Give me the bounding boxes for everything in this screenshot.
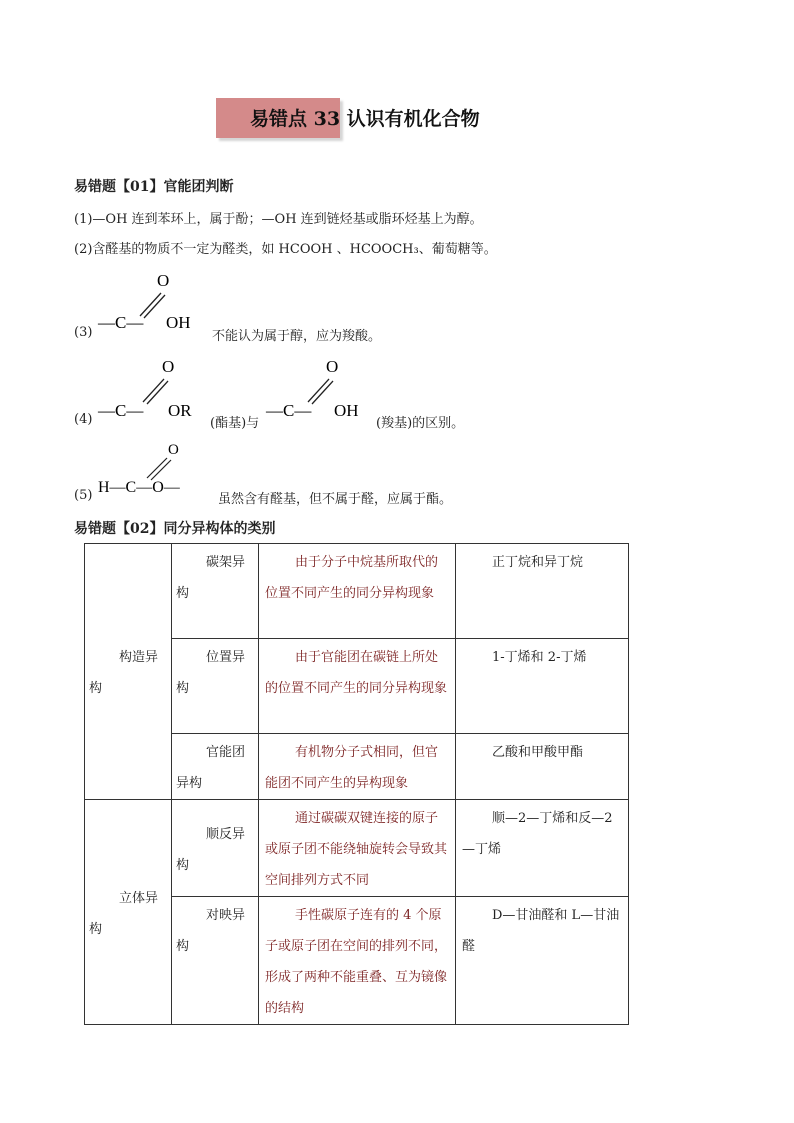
isomer-desc: 由于分子中烷基所取代的位置不同产生的同分异构现象 [259,544,456,639]
item5-text: 虽然含有醛基，但不属于醛，应属于酯。 [218,492,453,507]
group-label: 构造异构 [85,544,172,800]
item5-number: (5) [74,488,93,503]
formula-chain: H—C—O— [98,479,180,496]
isomer-desc: 由于官能团在碳链上所处的位置不同产生的同分异构现象 [259,639,456,734]
formula-tail: OH [166,313,191,332]
item1-text: (1)—OH 连到苯环上，属于酚；—OH 连到链烃基或脂环烃基上为醇。 [74,212,483,227]
isomer-example: 正丁烷和异丁烷 [456,544,629,639]
formula-chain: —C— [266,401,312,420]
formula-o: O [168,442,179,458]
formula-tail: OR [168,401,192,420]
isomer-example: D—甘油醛和 L—甘油醛 [456,897,629,1025]
item3-text: 不能认为属于醇，应为羧酸。 [212,329,382,344]
item4-text2: (羧基)的区别。 [376,416,465,431]
item4-text1: (酯基)与 [210,416,260,431]
isomer-desc: 手性碳原子连有的 4 个原子或原子团在空间的排列不同，形成了两种不能重叠、互为镜像的结构 [259,897,456,1025]
formula-o: O [162,357,175,376]
carboxyl-formula-2 [264,352,380,424]
isomer-type: 碳架异构 [172,544,259,639]
isomer-type: 官能团异构 [172,734,259,800]
table-row [85,544,629,639]
ester-formula [96,352,212,424]
item4-number: (4) [74,412,93,427]
formula-chain: —C— [98,313,144,332]
section2-heading: 易错题【02】同分异构体的类别 [74,521,276,537]
formula-o: O [157,271,170,290]
carboxyl-formula-1 [96,266,212,338]
group-label: 立体异构 [85,800,172,1025]
item2-text: (2)含醛基的物质不一定为醛类，如 HCOOH 、HCOOCH₃、葡萄糖等。 [74,242,497,257]
formula-chain: —C— [98,401,144,420]
isomer-type: 位置异构 [172,639,259,734]
isomer-example: 乙酸和甲酸甲酯 [456,734,629,800]
table-row [85,800,629,897]
formula-tail: OH [334,401,359,420]
section1-heading: 易错题【01】官能团判断 [74,179,234,195]
formate-formula [96,436,220,500]
formula-o: O [326,357,339,376]
isomer-desc: 通过碳碳双键连接的原子或原子团不能绕轴旋转会导致其空间排列方式不同 [259,800,456,897]
isomer-type: 顺反异构 [172,800,259,897]
isomer-table [84,543,629,1025]
isomer-example: 顺—2—丁烯和反—2—丁烯 [456,800,629,897]
isomer-desc: 有机物分子式相同，但官能团不同产生的异构现象 [259,734,456,800]
item3-number: (3) [74,325,93,340]
isomer-type: 对映异构 [172,897,259,1025]
page-title: 易错点 33 认识有机化合物 [250,108,480,130]
isomer-example: 1-丁烯和 2-丁烯 [456,639,629,734]
